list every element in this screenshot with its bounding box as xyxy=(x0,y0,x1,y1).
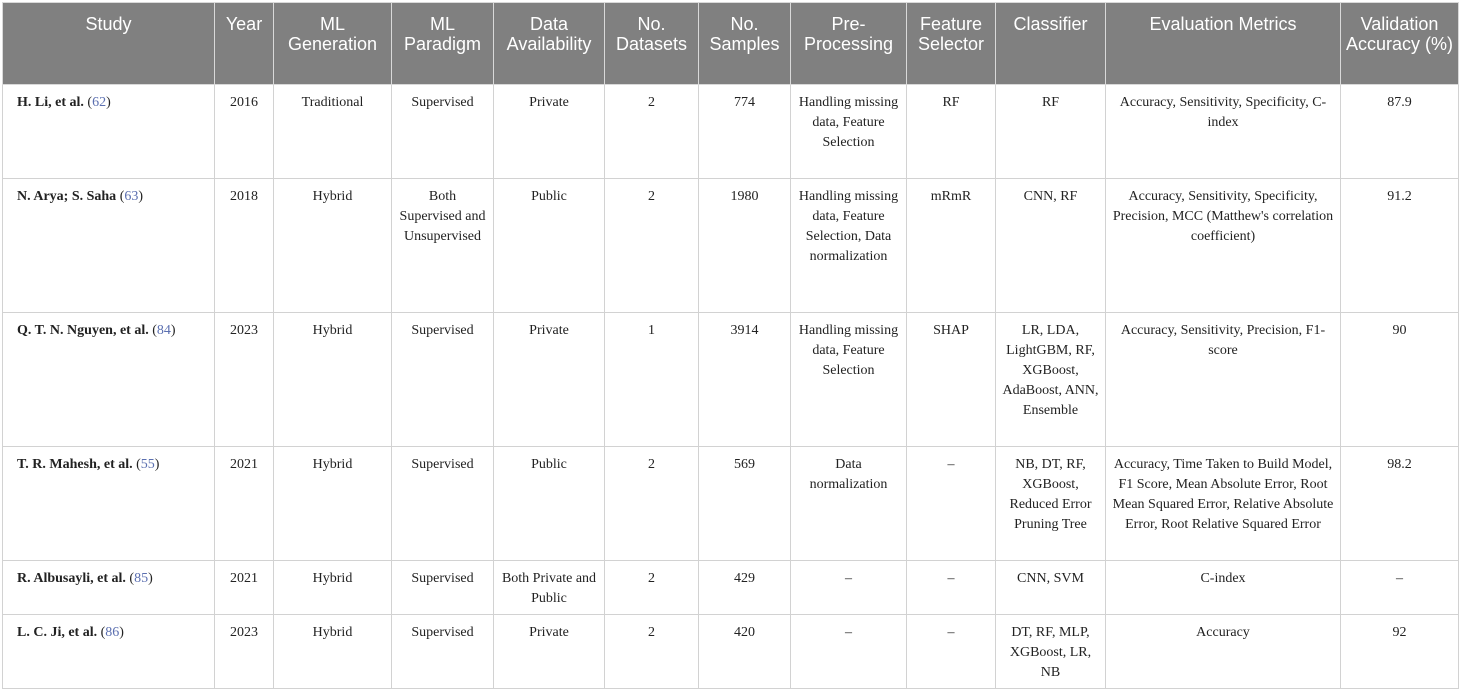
ml-paradigm-cell: Supervised xyxy=(392,447,494,561)
table-row xyxy=(3,85,1459,179)
data-availability-cell: Private xyxy=(494,615,605,689)
data-availability-cell: Private xyxy=(494,85,605,179)
evaluation-metrics-cell: Accuracy, Sensitivity, Specificity, Precision, MCC (Matthew's correlation coefficient) xyxy=(1106,179,1341,313)
study-author: L. C. Ji, et al. xyxy=(17,625,98,640)
no-datasets-cell: 2 xyxy=(605,447,699,561)
pre-processing-cell: Data normalization xyxy=(791,447,907,561)
study-cell: R. Albusayli, et al. (85) xyxy=(3,561,215,615)
classifier-cell: CNN, RF xyxy=(996,179,1106,313)
classifier-cell: CNN, SVM xyxy=(996,561,1106,615)
pre-processing-cell: Handling missing data, Feature Selection xyxy=(791,313,907,447)
study-cell: Q. T. N. Nguyen, et al. (84) xyxy=(3,313,215,447)
no-samples-cell: 569 xyxy=(699,447,791,561)
pre-processing-cell: – xyxy=(791,615,907,689)
classifier-cell: LR, LDA, LightGBM, RF, XGBoost, AdaBoost, ANN, Ensemble xyxy=(996,313,1106,447)
validation-accuracy-cell: 90 xyxy=(1341,313,1459,447)
ml-paradigm-cell: Both Supervised and Unsupervised xyxy=(392,179,494,313)
feature-selector-cell: RF xyxy=(907,85,996,179)
study-author: H. Li, et al. xyxy=(17,95,84,110)
data-availability-cell: Public xyxy=(494,447,605,561)
study-author: T. R. Mahesh, et al. xyxy=(17,457,133,472)
validation-accuracy-cell: 92 xyxy=(1341,615,1459,689)
table-row xyxy=(3,615,1459,689)
reference-link[interactable]: 86 xyxy=(105,625,120,640)
feature-selector-cell: SHAP xyxy=(907,313,996,447)
study-author: R. Albusayli, et al. xyxy=(17,571,126,586)
evaluation-metrics-cell: Accuracy, Time Taken to Build Model, F1 Score, Mean Absolute Error, Root Mean Squared Error, Relative Absolute Error, Root Relative Squared Error xyxy=(1106,447,1341,561)
reference-link[interactable]: 62 xyxy=(92,95,107,110)
ml-generation-cell: Hybrid xyxy=(274,615,392,689)
ml-paradigm-cell: Supervised xyxy=(392,615,494,689)
data-availability-cell: Both Private and Public xyxy=(494,561,605,615)
pre-processing-cell: Handling missing data, Feature Selection xyxy=(791,85,907,179)
study-cell: L. C. Ji, et al. (86) xyxy=(3,615,215,689)
study-cell: T. R. Mahesh, et al. (55) xyxy=(3,447,215,561)
study-cell: N. Arya; S. Saha (63) xyxy=(3,179,215,313)
evaluation-metrics-cell: C-index xyxy=(1106,561,1341,615)
year-cell: 2023 xyxy=(215,615,274,689)
pre-processing-cell: Handling missing data, Feature Selection, Data normalization xyxy=(791,179,907,313)
feature-selector-cell: mRmR xyxy=(907,179,996,313)
table-row xyxy=(3,313,1459,447)
ml-generation-cell: Hybrid xyxy=(274,561,392,615)
header-validation-accuracy: Validation Accuracy (%) xyxy=(1341,3,1459,85)
header-study: Study xyxy=(3,3,215,85)
validation-accuracy-cell: 87.9 xyxy=(1341,85,1459,179)
classifier-cell: NB, DT, RF, XGBoost, Reduced Error Pruning Tree xyxy=(996,447,1106,561)
feature-selector-cell: – xyxy=(907,447,996,561)
header-data-availability: Data Availability xyxy=(494,3,605,85)
feature-selector-cell: – xyxy=(907,615,996,689)
reference-link[interactable]: 85 xyxy=(134,571,149,586)
ml-generation-cell: Hybrid xyxy=(274,313,392,447)
study-author: Q. T. N. Nguyen, et al. xyxy=(17,323,149,338)
reference-link[interactable]: 63 xyxy=(124,189,139,204)
evaluation-metrics-cell: Accuracy xyxy=(1106,615,1341,689)
table-row xyxy=(3,179,1459,313)
no-datasets-cell: 2 xyxy=(605,615,699,689)
study-author: N. Arya; S. Saha xyxy=(17,189,117,204)
header-ml-generation: ML Generation xyxy=(274,3,392,85)
evaluation-metrics-cell: Accuracy, Sensitivity, Specificity, C-index xyxy=(1106,85,1341,179)
ml-paradigm-cell: Supervised xyxy=(392,85,494,179)
validation-accuracy-cell: 91.2 xyxy=(1341,179,1459,313)
reference-link[interactable]: 84 xyxy=(156,323,171,338)
data-availability-cell: Private xyxy=(494,313,605,447)
study-comparison-table xyxy=(2,2,1459,689)
header-year: Year xyxy=(215,3,274,85)
ml-paradigm-cell: Supervised xyxy=(392,561,494,615)
data-availability-cell: Public xyxy=(494,179,605,313)
header-classifier: Classifier xyxy=(996,3,1106,85)
no-datasets-cell: 2 xyxy=(605,179,699,313)
table-header-row xyxy=(3,3,1459,85)
ml-generation-cell: Hybrid xyxy=(274,447,392,561)
pre-processing-cell: – xyxy=(791,561,907,615)
no-samples-cell: 1980 xyxy=(699,179,791,313)
classifier-cell: DT, RF, MLP, XGBoost, LR, NB xyxy=(996,615,1106,689)
header-no-samples: No. Samples xyxy=(699,3,791,85)
ml-paradigm-cell: Supervised xyxy=(392,313,494,447)
study-cell: H. Li, et al. (62) xyxy=(3,85,215,179)
header-pre-processing: Pre-Processing xyxy=(791,3,907,85)
no-samples-cell: 420 xyxy=(699,615,791,689)
ml-generation-cell: Traditional xyxy=(274,85,392,179)
no-datasets-cell: 1 xyxy=(605,313,699,447)
header-ml-paradigm: ML Paradigm xyxy=(392,3,494,85)
reference-link[interactable]: 55 xyxy=(140,457,155,472)
header-evaluation-metrics: Evaluation Metrics xyxy=(1106,3,1341,85)
no-samples-cell: 3914 xyxy=(699,313,791,447)
feature-selector-cell: – xyxy=(907,561,996,615)
no-samples-cell: 774 xyxy=(699,85,791,179)
header-feature-selector: Feature Selector xyxy=(907,3,996,85)
table-row xyxy=(3,447,1459,561)
ml-generation-cell: Hybrid xyxy=(274,179,392,313)
year-cell: 2023 xyxy=(215,313,274,447)
no-datasets-cell: 2 xyxy=(605,85,699,179)
no-datasets-cell: 2 xyxy=(605,561,699,615)
validation-accuracy-cell: – xyxy=(1341,561,1459,615)
validation-accuracy-cell: 98.2 xyxy=(1341,447,1459,561)
classifier-cell: RF xyxy=(996,85,1106,179)
table-row xyxy=(3,561,1459,615)
year-cell: 2021 xyxy=(215,447,274,561)
evaluation-metrics-cell: Accuracy, Sensitivity, Precision, F1-score xyxy=(1106,313,1341,447)
year-cell: 2021 xyxy=(215,561,274,615)
year-cell: 2018 xyxy=(215,179,274,313)
year-cell: 2016 xyxy=(215,85,274,179)
header-no-datasets: No. Datasets xyxy=(605,3,699,85)
no-samples-cell: 429 xyxy=(699,561,791,615)
